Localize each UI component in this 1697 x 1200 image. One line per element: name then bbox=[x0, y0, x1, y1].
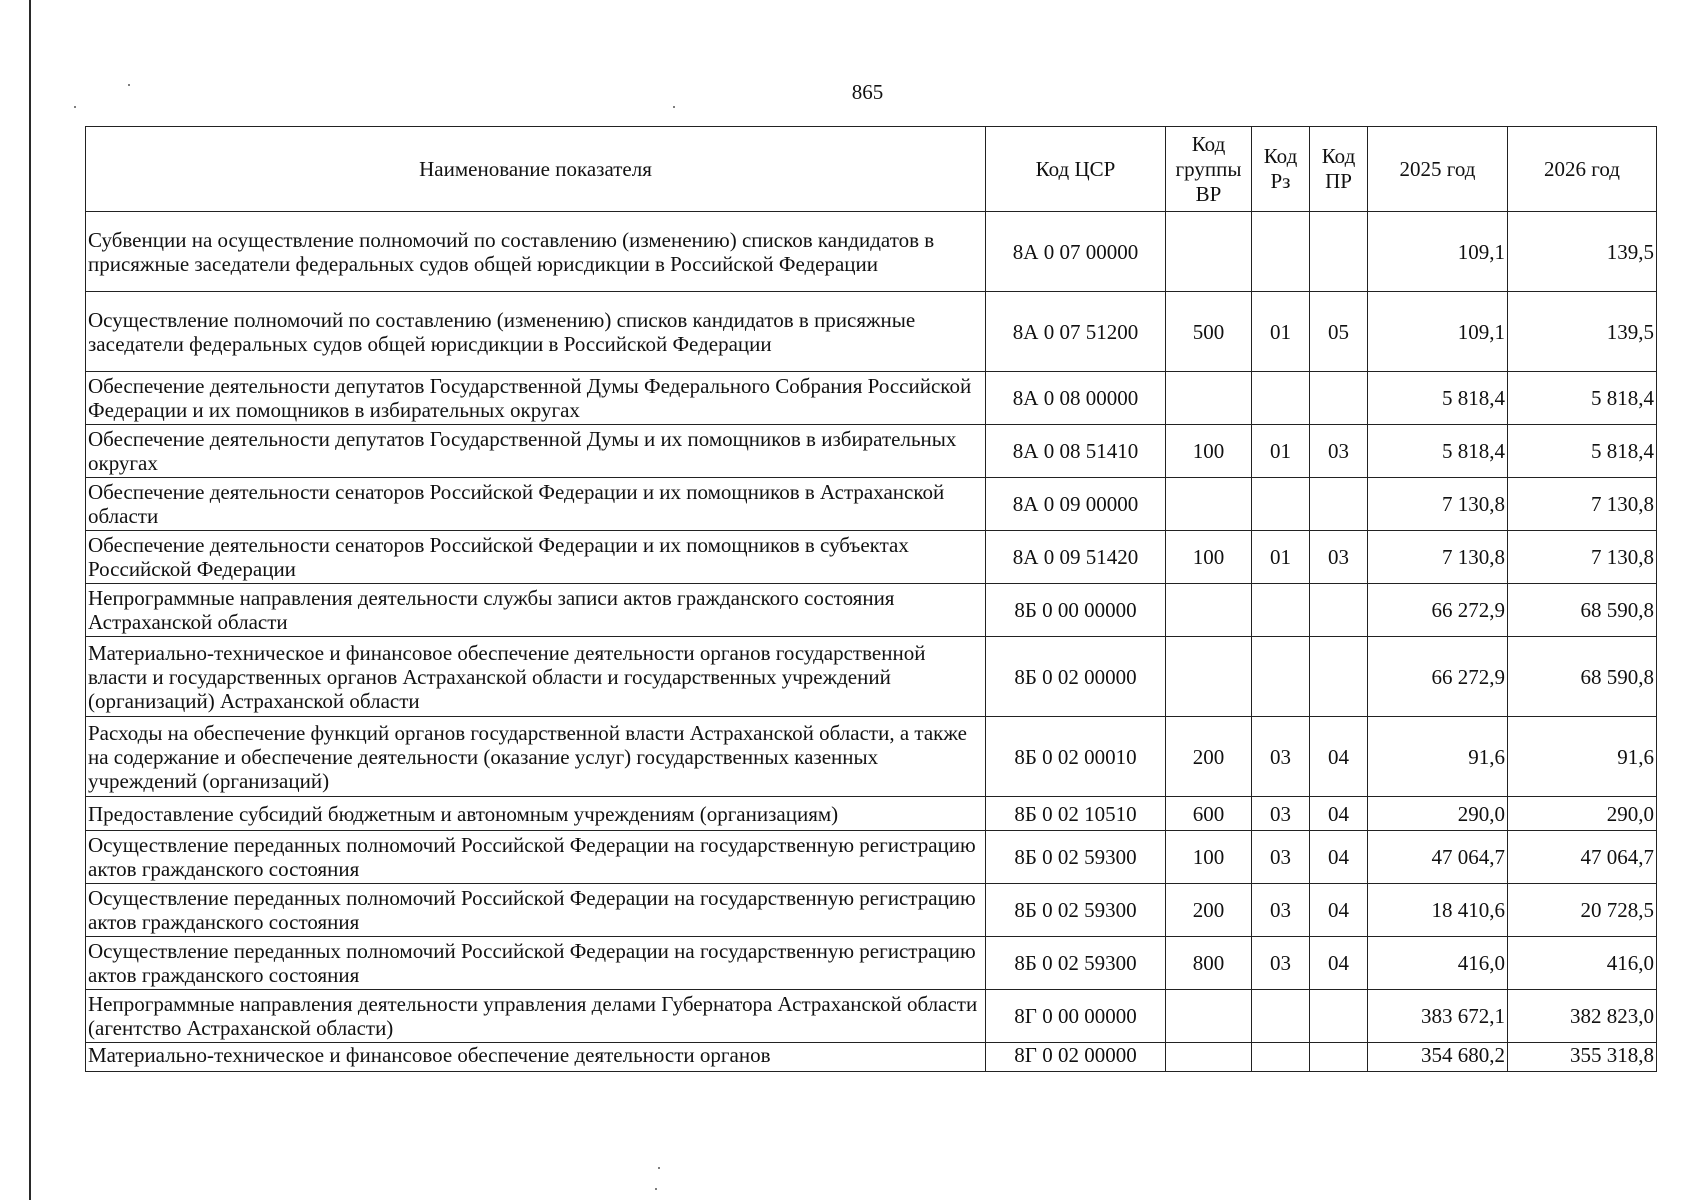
cell-2025: 5 818,4 bbox=[1368, 425, 1508, 478]
cell-2025: 91,6 bbox=[1368, 717, 1508, 797]
cell-name: Непрограммные направления деятельности управления делами Губернатора Астраханской области (агентство Астраханской области) bbox=[86, 990, 986, 1043]
cell-csr: 8Г 0 02 00000 bbox=[986, 1043, 1166, 1072]
table-row bbox=[86, 717, 1657, 797]
cell-2025: 66 272,9 bbox=[1368, 637, 1508, 717]
cell-2026: 91,6 bbox=[1508, 717, 1657, 797]
cell-2026: 139,5 bbox=[1508, 292, 1657, 372]
cell-csr: 8Б 0 00 00000 bbox=[986, 584, 1166, 637]
table-row bbox=[86, 990, 1657, 1043]
cell-vr bbox=[1166, 1043, 1252, 1072]
cell-2025: 109,1 bbox=[1368, 212, 1508, 292]
table-row bbox=[86, 478, 1657, 531]
table-row bbox=[86, 797, 1657, 831]
cell-vr: 600 bbox=[1166, 797, 1252, 831]
cell-pr bbox=[1310, 584, 1368, 637]
table-row bbox=[86, 292, 1657, 372]
cell-rz: 03 bbox=[1252, 831, 1310, 884]
cell-vr: 200 bbox=[1166, 884, 1252, 937]
cell-csr: 8Б 0 02 59300 bbox=[986, 937, 1166, 990]
cell-vr: 100 bbox=[1166, 831, 1252, 884]
cell-pr: 03 bbox=[1310, 425, 1368, 478]
cell-2025: 416,0 bbox=[1368, 937, 1508, 990]
header-pr: Код ПР bbox=[1310, 127, 1368, 212]
cell-2026: 290,0 bbox=[1508, 797, 1657, 831]
cell-csr: 8А 0 08 51410 bbox=[986, 425, 1166, 478]
cell-rz: 01 bbox=[1252, 531, 1310, 584]
cell-vr: 200 bbox=[1166, 717, 1252, 797]
cell-name: Обеспечение деятельности депутатов Государственной Думы Федерального Собрания Российской Федерации и их помощников в избирательных округах bbox=[86, 372, 986, 425]
scan-speck bbox=[673, 106, 675, 108]
cell-pr bbox=[1310, 990, 1368, 1043]
cell-vr bbox=[1166, 584, 1252, 637]
cell-2026: 7 130,8 bbox=[1508, 531, 1657, 584]
cell-csr: 8А 0 09 51420 bbox=[986, 531, 1166, 584]
cell-2025: 5 818,4 bbox=[1368, 372, 1508, 425]
cell-name: Материально-техническое и финансовое обеспечение деятельности органов государственной власти и государственных органов Астраханской области и государственных учреждений (организаций) Астраханской области bbox=[86, 637, 986, 717]
cell-csr: 8А 0 07 51200 bbox=[986, 292, 1166, 372]
cell-csr: 8Б 0 02 00000 bbox=[986, 637, 1166, 717]
cell-rz bbox=[1252, 372, 1310, 425]
cell-pr bbox=[1310, 372, 1368, 425]
cell-name: Осуществление переданных полномочий Российской Федерации на государственную регистрацию актов гражданского состояния bbox=[86, 937, 986, 990]
cell-name: Обеспечение деятельности депутатов Государственной Думы и их помощников в избирательных округах bbox=[86, 425, 986, 478]
cell-pr: 04 bbox=[1310, 831, 1368, 884]
cell-2025: 354 680,2 bbox=[1368, 1043, 1508, 1072]
cell-pr: 04 bbox=[1310, 717, 1368, 797]
cell-rz bbox=[1252, 584, 1310, 637]
cell-pr: 04 bbox=[1310, 884, 1368, 937]
cell-rz bbox=[1252, 478, 1310, 531]
cell-name: Осуществление переданных полномочий Российской Федерации на государственную регистрацию актов гражданского состояния bbox=[86, 884, 986, 937]
cell-name: Субвенции на осуществление полномочий по составлению (изменению) списков кандидатов в присяжные заседатели федеральных судов общей юрисдикции в Российской Федерации bbox=[86, 212, 986, 292]
cell-2026: 47 064,7 bbox=[1508, 831, 1657, 884]
cell-pr bbox=[1310, 637, 1368, 717]
cell-pr: 04 bbox=[1310, 797, 1368, 831]
cell-2026: 416,0 bbox=[1508, 937, 1657, 990]
cell-pr bbox=[1310, 1043, 1368, 1072]
table-row bbox=[86, 937, 1657, 990]
cell-vr bbox=[1166, 637, 1252, 717]
table-body bbox=[86, 212, 1657, 1072]
cell-csr: 8А 0 09 00000 bbox=[986, 478, 1166, 531]
cell-2026: 355 318,8 bbox=[1508, 1043, 1657, 1072]
table-row bbox=[86, 531, 1657, 584]
header-vr: Код группы ВР bbox=[1166, 127, 1252, 212]
table-header-row bbox=[86, 127, 1657, 212]
cell-2025: 290,0 bbox=[1368, 797, 1508, 831]
header-csr: Код ЦСР bbox=[986, 127, 1166, 212]
cell-2026: 20 728,5 bbox=[1508, 884, 1657, 937]
cell-csr: 8Б 0 02 00010 bbox=[986, 717, 1166, 797]
cell-2026: 139,5 bbox=[1508, 212, 1657, 292]
table-row bbox=[86, 831, 1657, 884]
cell-rz bbox=[1252, 637, 1310, 717]
scan-speck bbox=[658, 1167, 660, 1169]
cell-vr bbox=[1166, 372, 1252, 425]
cell-pr: 03 bbox=[1310, 531, 1368, 584]
header-rz: Код Рз bbox=[1252, 127, 1310, 212]
table-row bbox=[86, 1043, 1657, 1072]
cell-name: Осуществление переданных полномочий Российской Федерации на государственную регистрацию актов гражданского состояния bbox=[86, 831, 986, 884]
cell-vr bbox=[1166, 212, 1252, 292]
cell-2025: 7 130,8 bbox=[1368, 478, 1508, 531]
table-row bbox=[86, 425, 1657, 478]
cell-name: Непрограммные направления деятельности службы записи актов гражданского состояния Астраханской области bbox=[86, 584, 986, 637]
cell-2026: 7 130,8 bbox=[1508, 478, 1657, 531]
cell-pr bbox=[1310, 212, 1368, 292]
table-row bbox=[86, 584, 1657, 637]
table-row bbox=[86, 372, 1657, 425]
cell-pr bbox=[1310, 478, 1368, 531]
cell-vr: 500 bbox=[1166, 292, 1252, 372]
cell-csr: 8Б 0 02 10510 bbox=[986, 797, 1166, 831]
cell-rz bbox=[1252, 1043, 1310, 1072]
scan-speck bbox=[74, 106, 76, 108]
scan-edge-line bbox=[29, 0, 31, 1200]
cell-name: Материально-техническое и финансовое обеспечение деятельности органов bbox=[86, 1043, 986, 1072]
budget-table bbox=[85, 126, 1657, 1072]
cell-rz: 01 bbox=[1252, 292, 1310, 372]
cell-csr: 8Г 0 00 00000 bbox=[986, 990, 1166, 1043]
cell-2025: 7 130,8 bbox=[1368, 531, 1508, 584]
table-row bbox=[86, 212, 1657, 292]
cell-vr: 100 bbox=[1166, 425, 1252, 478]
cell-vr: 100 bbox=[1166, 531, 1252, 584]
cell-2025: 66 272,9 bbox=[1368, 584, 1508, 637]
cell-vr bbox=[1166, 478, 1252, 531]
cell-name: Обеспечение деятельности сенаторов Российской Федерации и их помощников в субъектах Российской Федерации bbox=[86, 531, 986, 584]
cell-rz bbox=[1252, 212, 1310, 292]
cell-vr bbox=[1166, 990, 1252, 1043]
cell-csr: 8Б 0 02 59300 bbox=[986, 884, 1166, 937]
table-row bbox=[86, 637, 1657, 717]
cell-2026: 5 818,4 bbox=[1508, 372, 1657, 425]
cell-csr: 8Б 0 02 59300 bbox=[986, 831, 1166, 884]
cell-pr: 05 bbox=[1310, 292, 1368, 372]
header-name: Наименование показателя bbox=[86, 127, 986, 212]
cell-name: Осуществление полномочий по составлению (изменению) списков кандидатов в присяжные заседатели федеральных судов общей юрисдикции в Российской Федерации bbox=[86, 292, 986, 372]
cell-rz: 01 bbox=[1252, 425, 1310, 478]
cell-2026: 68 590,8 bbox=[1508, 637, 1657, 717]
cell-2025: 18 410,6 bbox=[1368, 884, 1508, 937]
cell-rz: 03 bbox=[1252, 884, 1310, 937]
cell-name: Расходы на обеспечение функций органов государственной власти Астраханской области, а также на содержание и обеспечение деятельности (оказание услуг) государственных казенных учреждений (организаций) bbox=[86, 717, 986, 797]
cell-name: Обеспечение деятельности сенаторов Российской Федерации и их помощников в Астраханской области bbox=[86, 478, 986, 531]
cell-2025: 109,1 bbox=[1368, 292, 1508, 372]
cell-rz bbox=[1252, 990, 1310, 1043]
cell-2026: 68 590,8 bbox=[1508, 584, 1657, 637]
cell-vr: 800 bbox=[1166, 937, 1252, 990]
cell-2026: 382 823,0 bbox=[1508, 990, 1657, 1043]
cell-csr: 8А 0 08 00000 bbox=[986, 372, 1166, 425]
cell-2026: 5 818,4 bbox=[1508, 425, 1657, 478]
cell-rz: 03 bbox=[1252, 717, 1310, 797]
scan-speck bbox=[655, 1188, 657, 1190]
table-row bbox=[86, 884, 1657, 937]
cell-csr: 8А 0 07 00000 bbox=[986, 212, 1166, 292]
cell-rz: 03 bbox=[1252, 797, 1310, 831]
cell-2025: 383 672,1 bbox=[1368, 990, 1508, 1043]
header-2026: 2026 год bbox=[1508, 127, 1657, 212]
header-2025: 2025 год bbox=[1368, 127, 1508, 212]
page-number: 865 bbox=[851, 80, 884, 104]
cell-rz: 03 bbox=[1252, 937, 1310, 990]
cell-name: Предоставление субсидий бюджетным и автономным учреждениям (организациям) bbox=[86, 797, 986, 831]
cell-pr: 04 bbox=[1310, 937, 1368, 990]
cell-2025: 47 064,7 bbox=[1368, 831, 1508, 884]
